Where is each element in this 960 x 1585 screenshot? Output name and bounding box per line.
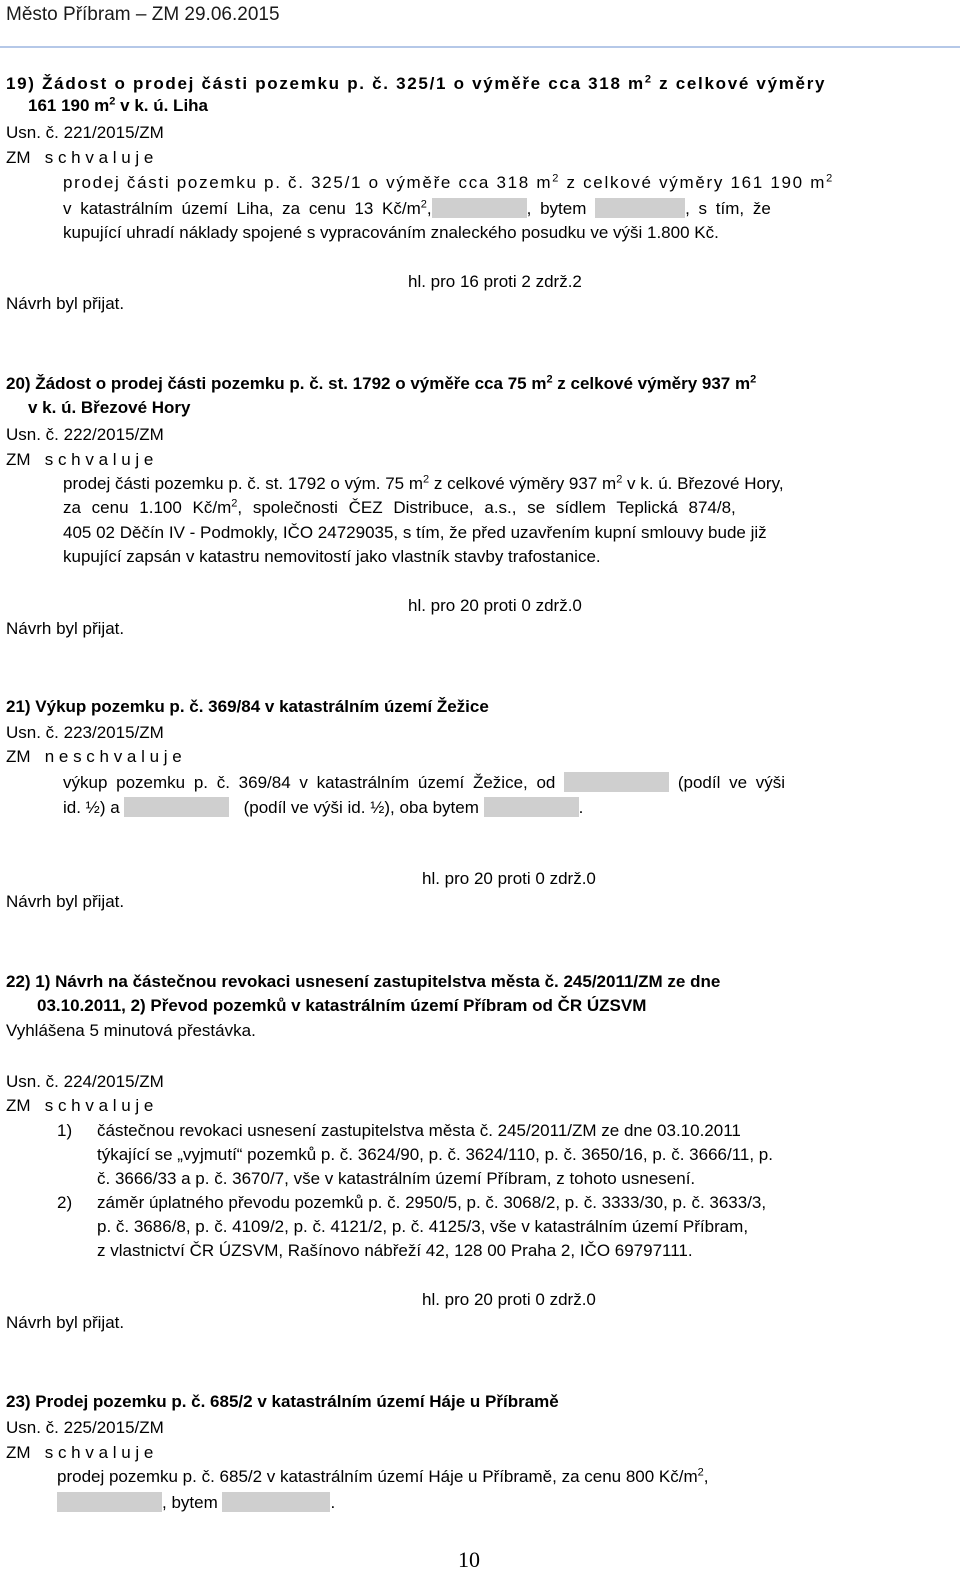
resolution-text: prodej části pozemku p. č. 325/1 o výměře cca 318 $m^2$ z celkové výměry 161 190 $m^2$ xyxy=(63,172,834,192)
resolution-number: Usn. č. 221/2015/ZM xyxy=(6,123,164,142)
list-number: 1) xyxy=(57,1121,73,1140)
header-title: Město Příbram – ZM 29.06.2015 xyxy=(6,4,280,25)
resolution-text: v katastrálním území Liha, za cenu 13 $Kč/m^2$, , bytem , s tím, že xyxy=(63,198,771,218)
resolution-text: 405 02 Děčín IV - Podmokly, IČO 24729035, s tím, že před uzavřením kupní smlouvy bude již xyxy=(63,523,767,542)
accepted-note: Návrh byl přijat. xyxy=(6,619,125,638)
redacted-name xyxy=(432,198,527,218)
accepted-note: Návrh byl přijat. xyxy=(6,294,125,313)
redacted-name xyxy=(124,797,229,817)
item-23-heading: 23) Prodej pozemku p. č. 685/2 v katastrálním území Háje u Příbramě xyxy=(6,1392,559,1411)
resolution-text: za cenu 1.100 $Kč/m^2$, společnosti ČEZ Distribuce, a.s., se sídlem Teplická 874/8, xyxy=(63,497,736,517)
list-item-text: p. č. 3686/8, p. č. 4109/2, p. č. 4121/2, p. č. 4125/3, vše v katastrálním území Příbram, xyxy=(97,1217,749,1236)
redacted-name xyxy=(57,1492,162,1512)
item-22-heading-cont: 03.10.2011, 2) Převod pozemků v katastrálním území Příbram od ČR ÚZSVM xyxy=(37,996,647,1015)
item-20-heading-cont: v k. ú. Březové Hory xyxy=(28,398,191,417)
vote-result: hl. pro 20 proti 0 zdrž.0 xyxy=(422,1290,596,1309)
resolution-text: , bytem . xyxy=(57,1492,335,1513)
page-number: 10 xyxy=(458,1547,480,1572)
redacted-address xyxy=(484,797,579,817)
resolution-text: id. ½) a (podíl ve výši id. ½), oba bytem . xyxy=(63,798,584,817)
list-item-text: z vlastnictví ČR ÚZSVM, Rašínovo nábřeží 42, 128 00 Praha 2, IČO 69797111. xyxy=(97,1241,693,1260)
resolution-text: prodej pozemku p. č. 685/2 v katastrálním území Háje u Příbramě, za cenu 800 $Kč/m^2$, xyxy=(57,1466,709,1486)
page-header xyxy=(0,0,960,48)
resolution-number: Usn. č. 223/2015/ZM xyxy=(6,723,164,742)
resolution-verb: ZM s c h v a l u j e xyxy=(6,148,154,167)
list-item-text: záměr úplatného převodu pozemků p. č. 2950/5, p. č. 3068/2, p. č. 3333/30, p. č. 3633/3, xyxy=(97,1193,767,1212)
redacted-name xyxy=(564,772,669,792)
item-21-heading: 21) Výkup pozemku p. č. 369/84 v katastrálním území Žežice xyxy=(6,697,489,716)
item-19-heading: 19) Žádost o prodej části pozemku p. č. 325/1 o výměře cca 318 $m^2$ z celkové výměry xyxy=(6,73,827,93)
item-22-heading: 22) 1) Návrh na částečnou revokaci usnesení zastupitelstva města č. 245/2011/ZM ze dne xyxy=(6,972,721,991)
resolution-text: výkup pozemku p. č. 369/84 v katastrálním území Žežice, od (podíl ve výši xyxy=(63,773,786,792)
vote-result: hl. pro 20 proti 0 zdrž.0 xyxy=(422,869,596,888)
resolution-number: Usn. č. 225/2015/ZM xyxy=(6,1418,164,1437)
resolution-number: Usn. č. 224/2015/ZM xyxy=(6,1072,164,1091)
accepted-note: Návrh byl přijat. xyxy=(6,892,125,911)
resolution-verb: ZM n e s c h v a l u j e xyxy=(6,747,182,766)
vote-result: hl. pro 16 proti 2 zdrž.2 xyxy=(408,272,582,291)
pause-note: Vyhlášena 5 minutová přestávka. xyxy=(6,1021,256,1040)
list-item-text: týkající se „vyjmutí“ pozemků p. č. 3624/90, p. č. 3624/110, p. č. 3650/16, p. č. 3666/11, p. xyxy=(97,1145,773,1164)
resolution-verb: ZM s c h v a l u j e xyxy=(6,450,154,469)
list-number: 2) xyxy=(57,1193,73,1212)
resolution-text: kupující zapsán v katastru nemovitostí jako vlastník stavby trafostanice. xyxy=(63,547,601,566)
list-item-text: částečnou revokaci usnesení zastupitelstva města č. 245/2011/ZM ze dne 03.10.2011 xyxy=(97,1121,741,1140)
item-20-heading: 20) Žádost o prodej části pozemku p. č. st. 1792 o výměře cca 75 $m^2$ z celkové výměry 937 $m^2$ xyxy=(6,373,757,393)
resolution-text: prodej části pozemku p. č. st. 1792 o vým. 75 $m^2$ z celkové výměry 937 $m^2$ v k. ú. Březové Hory, xyxy=(63,473,784,493)
accepted-note: Návrh byl přijat. xyxy=(6,1313,125,1332)
resolution-text: kupující uhradí náklady spojené s vypracováním znaleckého posudku ve výši 1.800 Kč. xyxy=(63,223,719,242)
resolution-verb: ZM s c h v a l u j e xyxy=(6,1096,154,1115)
vote-result: hl. pro 20 proti 0 zdrž.0 xyxy=(408,596,582,615)
list-item-text: č. 3666/33 a p. č. 3670/7, vše v katastrálním území Příbram, z tohoto usnesení. xyxy=(97,1169,696,1188)
redacted-address xyxy=(222,1492,330,1512)
redacted-address xyxy=(595,198,685,218)
resolution-verb: ZM s c h v a l u j e xyxy=(6,1443,154,1462)
item-19-heading-cont: 161 190 $m^2$ v k. ú. Liha xyxy=(28,95,209,115)
resolution-number: Usn. č. 222/2015/ZM xyxy=(6,425,164,444)
